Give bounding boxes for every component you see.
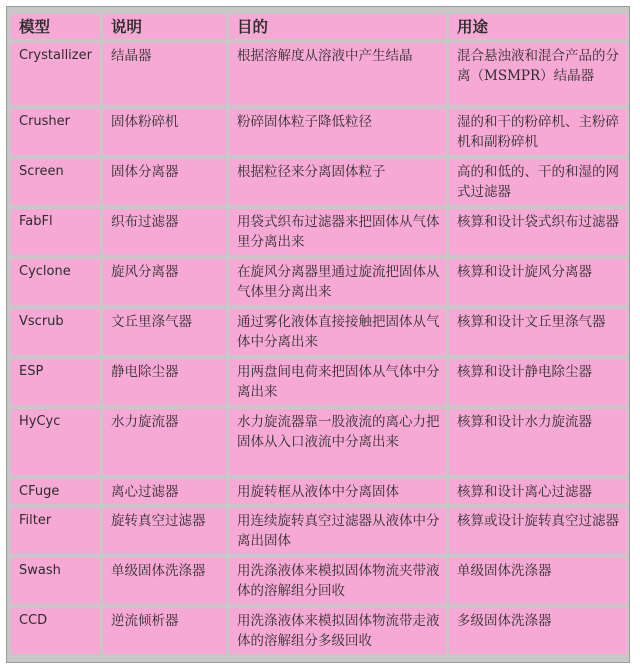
cell-use: 核算和设计水力旋流器 xyxy=(449,409,627,475)
header-description: 说明 xyxy=(103,14,229,39)
table-row xyxy=(11,43,627,105)
cell-description: 单级固体洗涤器 xyxy=(103,558,229,604)
header-purpose: 目的 xyxy=(229,14,449,39)
cell-model: Vscrub xyxy=(11,309,103,355)
cell-model: CFuge xyxy=(11,479,103,504)
table-body xyxy=(11,43,627,654)
table-row xyxy=(11,558,627,604)
header-use: 用途 xyxy=(449,14,627,39)
cell-purpose: 用旋转框从液体中分离固体 xyxy=(229,479,449,504)
header-model: 模型 xyxy=(11,14,103,39)
cell-purpose: 水力旋流器靠一股液流的离心力把固体从入口液流中分离出来 xyxy=(229,409,449,475)
cell-description: 文丘里涤气器 xyxy=(103,309,229,355)
table-row xyxy=(11,359,627,405)
cell-use: 高的和低的、干的和湿的网式过滤器 xyxy=(449,159,627,205)
table-row xyxy=(11,159,627,205)
table-row xyxy=(11,109,627,155)
cell-model: Cyclone xyxy=(11,259,103,305)
table-row xyxy=(11,209,627,255)
cell-description: 静电除尘器 xyxy=(103,359,229,405)
cell-use: 核算和设计文丘里涤气器 xyxy=(449,309,627,355)
cell-use: 湿的和干的粉碎机、主粉碎机和副粉碎机 xyxy=(449,109,627,155)
cell-model: Screen xyxy=(11,159,103,205)
cell-purpose: 粉碎固体粒子降低粒径 xyxy=(229,109,449,155)
table-row xyxy=(11,479,627,504)
cell-description: 旋风分离器 xyxy=(103,259,229,305)
cell-use: 混合悬浊液和混合产品的分离（MSMPR）结晶器 xyxy=(449,43,627,105)
cell-use: 核算和设计静电除尘器 xyxy=(449,359,627,405)
table-frame xyxy=(6,6,630,663)
cell-model: HyCyc xyxy=(11,409,103,475)
cell-use: 核算和设计离心过滤器 xyxy=(449,479,627,504)
solids-models-table xyxy=(11,10,627,658)
cell-purpose: 用洗涤液体来模拟固体物流夹带液体的溶解组分回收 xyxy=(229,558,449,604)
cell-purpose: 用袋式织布过滤器来把固体从气体里分离出来 xyxy=(229,209,449,255)
cell-purpose: 根据溶解度从溶液中产生结晶 xyxy=(229,43,449,105)
cell-purpose: 通过雾化液体直接接触把固体从气体中分离出来 xyxy=(229,309,449,355)
table-row xyxy=(11,508,627,554)
cell-description: 结晶器 xyxy=(103,43,229,105)
cell-model: Swash xyxy=(11,558,103,604)
table-row xyxy=(11,309,627,355)
cell-use: 单级固体洗涤器 xyxy=(449,558,627,604)
cell-description: 织布过滤器 xyxy=(103,209,229,255)
cell-use: 核算和设计旋风分离器 xyxy=(449,259,627,305)
cell-purpose: 在旋风分离器里通过旋流把固体从气体里分离出来 xyxy=(229,259,449,305)
cell-description: 逆流倾析器 xyxy=(103,608,229,654)
header-row xyxy=(11,14,627,39)
cell-purpose: 用连续旋转真空过滤器从液体中分离出固体 xyxy=(229,508,449,554)
cell-use: 核算或设计旋转真空过滤器 xyxy=(449,508,627,554)
cell-model: Filter xyxy=(11,508,103,554)
cell-description: 固体分离器 xyxy=(103,159,229,205)
cell-model: CCD xyxy=(11,608,103,654)
cell-purpose: 根据粒径来分离固体粒子 xyxy=(229,159,449,205)
cell-description: 旋转真空过滤器 xyxy=(103,508,229,554)
cell-purpose: 用洗涤液体来模拟固体物流带走液体的溶解组分多级回收 xyxy=(229,608,449,654)
cell-purpose: 用两盘间电荷来把固体从气体中分离出来 xyxy=(229,359,449,405)
cell-model: ESP xyxy=(11,359,103,405)
table-row xyxy=(11,608,627,654)
cell-model: FabFl xyxy=(11,209,103,255)
cell-model: Crystallizer xyxy=(11,43,103,105)
cell-use: 核算和设计袋式织布过滤器 xyxy=(449,209,627,255)
table-row xyxy=(11,409,627,475)
cell-use: 多级固体洗涤器 xyxy=(449,608,627,654)
cell-description: 水力旋流器 xyxy=(103,409,229,475)
cell-model: Crusher xyxy=(11,109,103,155)
table-row xyxy=(11,259,627,305)
cell-description: 固体粉碎机 xyxy=(103,109,229,155)
cell-description: 离心过滤器 xyxy=(103,479,229,504)
